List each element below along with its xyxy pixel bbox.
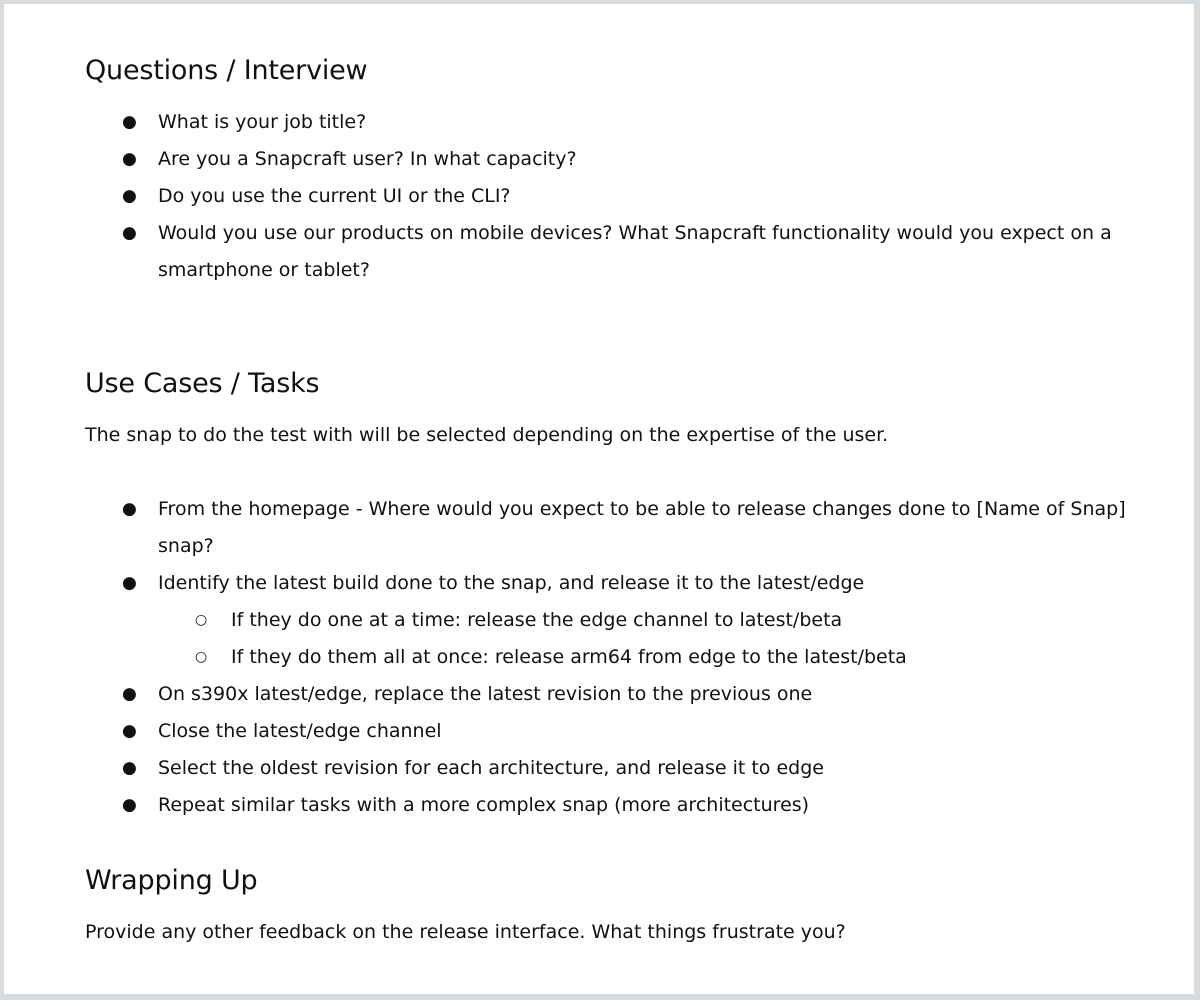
bullet-icon: ● xyxy=(122,186,137,206)
bullet-icon: ● xyxy=(122,223,137,243)
bullet-icon: ● xyxy=(122,758,137,778)
bullet-icon: ● xyxy=(122,499,137,519)
bullet-icon: ● xyxy=(122,112,137,132)
hollow-bullet-icon: ○ xyxy=(195,612,208,628)
sub-list xyxy=(158,602,1175,676)
list-item: ● Repeat similar tasks with a more complex snap (more architectures) xyxy=(85,787,1175,824)
list-item: ● Select the oldest revision for each architecture, and release it to edge xyxy=(85,750,1175,787)
use-cases-intro: The snap to do the test with will be selected depending on the expertise of the user. xyxy=(85,424,889,446)
bullet-icon: ● xyxy=(122,721,137,741)
document-page xyxy=(4,4,1194,994)
bullet-icon: ● xyxy=(122,684,137,704)
bullet-icon: ● xyxy=(122,573,137,593)
list-item: ● What is your job title? xyxy=(85,104,1175,141)
wrapping-up-text: Provide any other feedback on the release interface. What things frustrate you? xyxy=(85,921,846,943)
list-item: ● From the homepage - Where would you expect to be able to release changes done to [Name of Snap] snap? xyxy=(85,491,1175,565)
heading-wrapping-up: Wrapping Up xyxy=(85,865,258,896)
list-item: ● Would you use our products on mobile devices? What Snapcraft functionality would you expect on a smartphone or tablet? xyxy=(85,215,1175,289)
bullet-icon: ● xyxy=(122,795,137,815)
list-item: ● Close the latest/edge channel xyxy=(85,713,1175,750)
questions-list xyxy=(85,104,1175,289)
bullet-icon: ● xyxy=(122,149,137,169)
list-item: ● Identify the latest build done to the snap, and release it to the latest/edge ○ If they do one at a time: release the edge channel to latest/beta ○ If they do them all at once: release arm64 from edge to the latest/beta xyxy=(85,565,1175,676)
tasks-list xyxy=(85,491,1175,824)
list-item: ● Are you a Snapcraft user? In what capacity? xyxy=(85,141,1175,178)
heading-use-cases-tasks: Use Cases / Tasks xyxy=(85,368,320,399)
sub-list-item: ○ If they do one at a time: release the edge channel to latest/beta xyxy=(158,602,1175,639)
heading-questions-interview: Questions / Interview xyxy=(85,55,368,86)
sub-list-item: ○ If they do them all at once: release arm64 from edge to the latest/beta xyxy=(158,639,1175,676)
hollow-bullet-icon: ○ xyxy=(195,649,208,665)
list-item: ● On s390x latest/edge, replace the latest revision to the previous one xyxy=(85,676,1175,713)
list-item: ● Do you use the current UI or the CLI? xyxy=(85,178,1175,215)
